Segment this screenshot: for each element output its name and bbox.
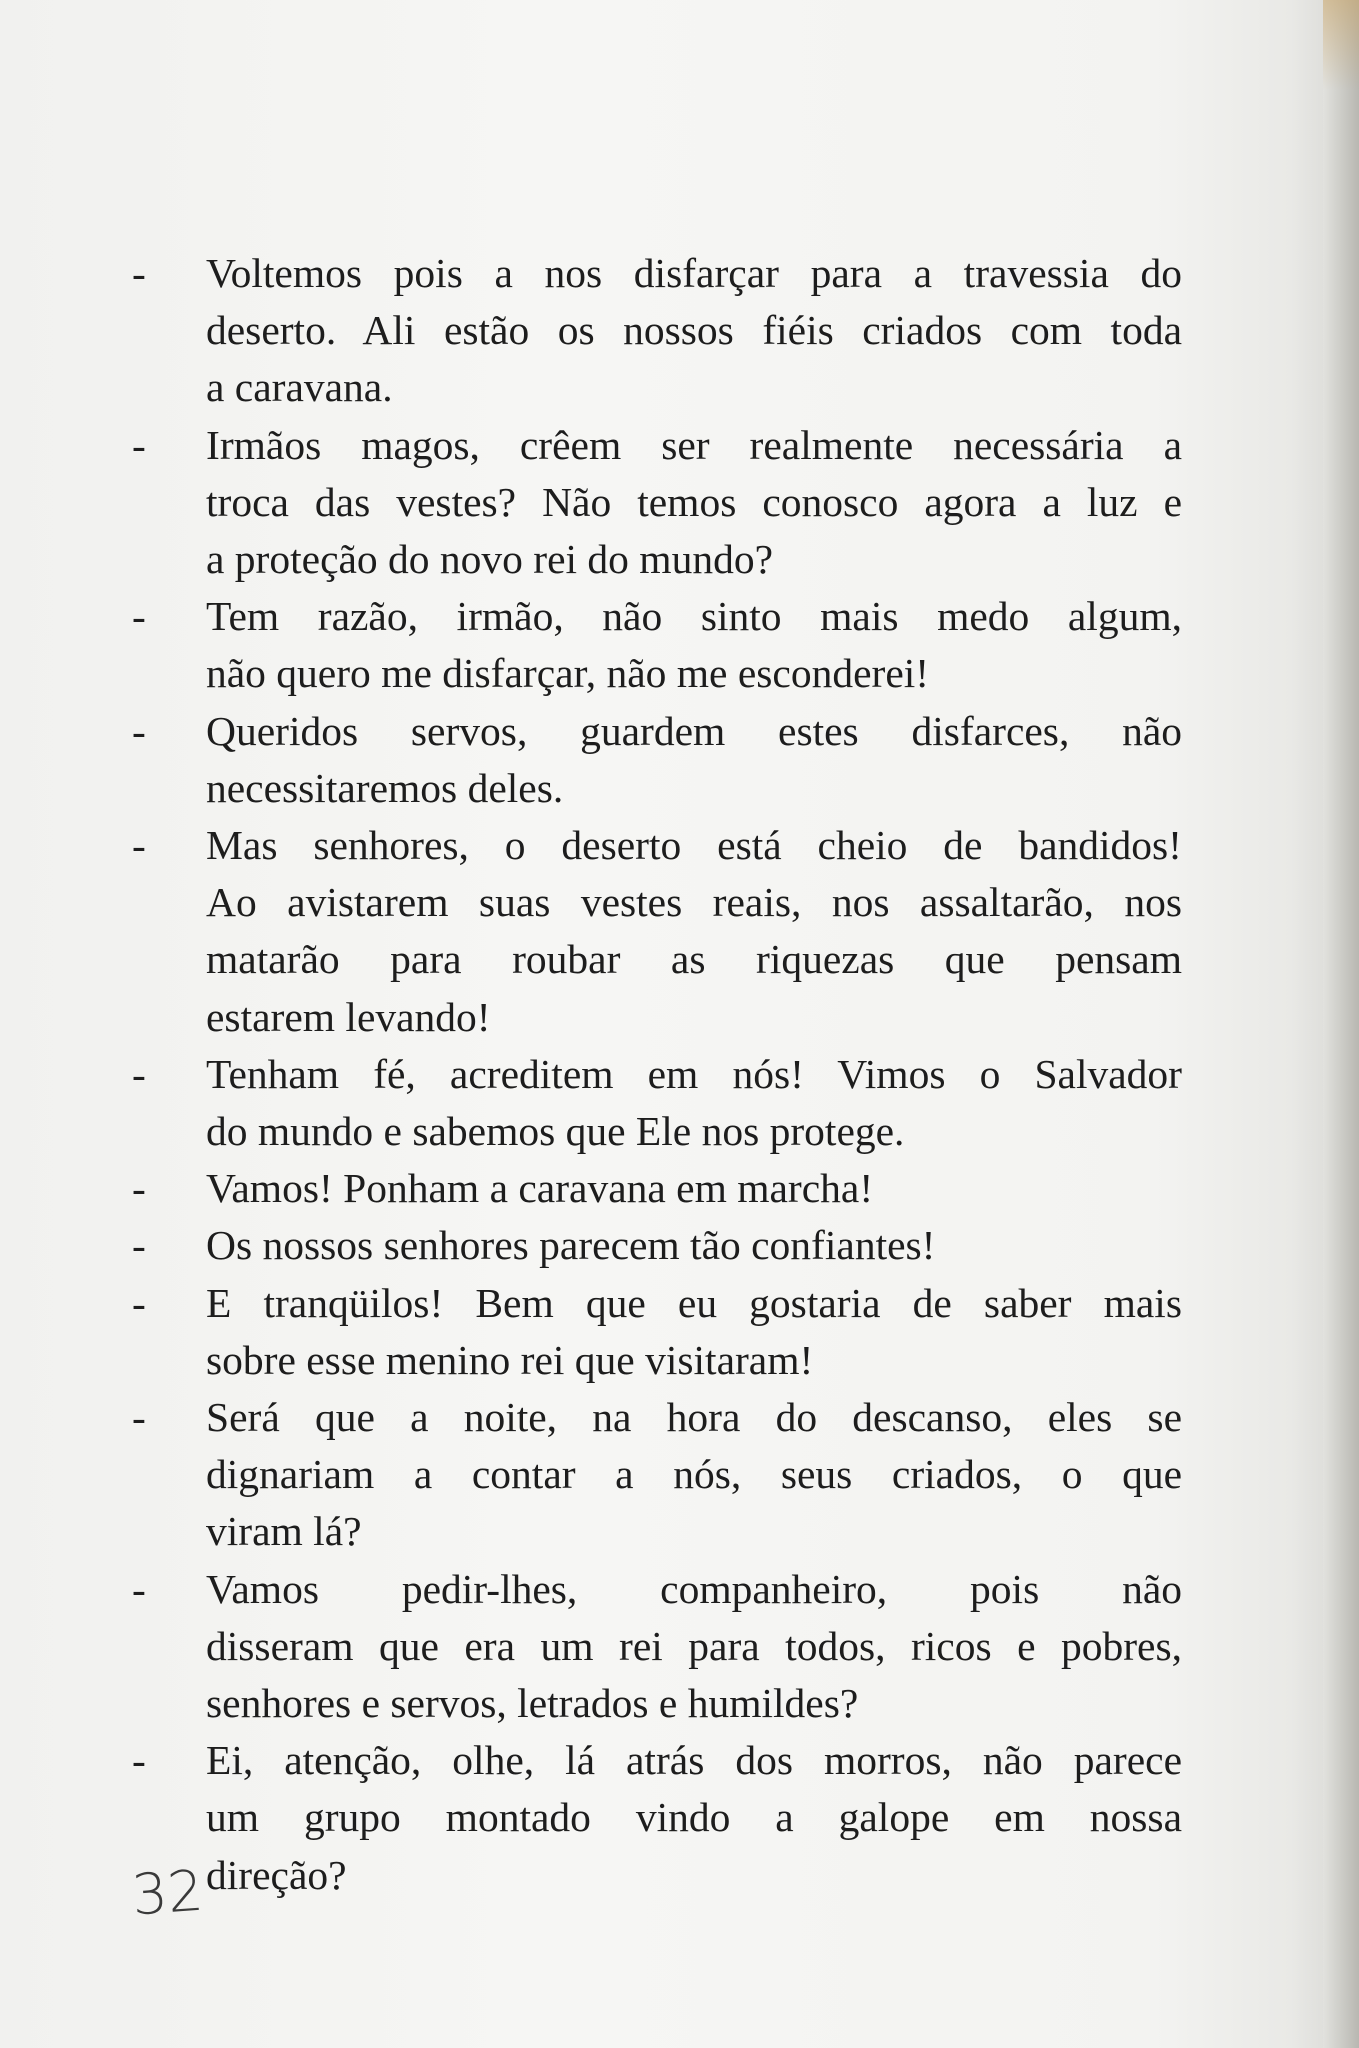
text-line: troca das vestes? Não temos conosco agora a luz e [206,478,1182,525]
dialogue-entry [126,1561,1182,1733]
text-line: do mundo e sabemos que Ele nos protege. [206,1108,905,1155]
text-line: Será que a noite, na hora do descanso, eles se [206,1394,1182,1441]
dialogue-dash: - [132,1394,146,1441]
dialogue-entry [126,1046,1182,1160]
dialogue-entry [126,588,1182,702]
text-line: estarem levando! [206,993,491,1040]
text-line: a proteção do novo rei do mundo? [206,536,773,583]
text-line: disseram que era um rei para todos, ricos e pobres, [206,1622,1182,1669]
dialogue-entry [126,417,1182,589]
text-line: Tenham fé, acreditem em nós! Vimos o Salvador [206,1050,1182,1097]
dialogue-dash: - [132,421,146,468]
text-line: dignariam a contar a nós, seus criados, o que [206,1451,1182,1498]
dialogue-entry [126,703,1182,817]
text-line: Irmãos magos, crêem ser realmente necessária a [206,421,1182,468]
dialogue-dash: - [132,707,146,754]
text-line: viram lá? [206,1508,362,1555]
dialogue-entry [126,1160,1182,1217]
dialogue-entry [126,817,1182,1046]
dialogue-entry [126,1732,1182,1904]
dialogue-entry [126,245,1182,417]
dialogue-dash: - [132,1165,146,1212]
text-line: Os nossos senhores parecem tão confiantes! [206,1222,936,1269]
dialogue-dash: - [132,250,146,296]
dialogue-entry [126,1275,1182,1389]
text-line: matarão para roubar as riquezas que pensam [206,936,1182,983]
dialogue-dash: - [132,1737,146,1784]
book-spine-shadow [1323,0,1359,2048]
dialogue-dash: - [132,1222,146,1269]
text-line: Ao avistarem suas vestes reais, nos assaltarão, nos [206,879,1182,926]
text-line: Mas senhores, o deserto está cheio de bandidos! [206,822,1182,869]
text-line: Voltemos pois a nos disfarçar para a travessia do [206,250,1182,296]
spine-edge-tint [1323,0,1359,90]
text-line: Vamos! Ponham a caravana em marcha! [206,1165,874,1212]
text-line: senhores e servos, letrados e humildes? [206,1680,859,1727]
dialogue-dash: - [132,1565,146,1612]
dialogue-text [126,245,1182,1904]
text-line: Queridos servos, guardem estes disfarces, não [206,707,1182,754]
text-line: a caravana. [206,364,393,411]
text-line: Ei, atenção, olhe, lá atrás dos morros, não parece [206,1737,1182,1784]
dialogue-entry [126,1217,1182,1274]
text-line: não quero me disfarçar, não me esconderei! [206,650,930,697]
text-line: E tranqüilos! Bem que eu gostaria de saber mais [206,1279,1182,1326]
dialogue-entry [126,1389,1182,1561]
page-number: 32 [129,1858,206,1929]
text-line: um grupo montado vindo a galope em nossa [206,1794,1182,1841]
text-line: direção? [206,1851,347,1898]
dialogue-dash: - [132,1050,146,1097]
dialogue-dash: - [132,593,146,640]
text-line: sobre esse menino rei que visitaram! [206,1336,814,1383]
dialogue-dash: - [132,822,146,869]
text-line: deserto. Ali estão os nossos fiéis criados com toda [206,307,1182,354]
text-line: necessitaremos deles. [206,764,564,811]
dialogue-dash: - [132,1279,146,1326]
text-line: Tem razão, irmão, não sinto mais medo algum, [206,593,1182,640]
text-line: Vamos pedir-lhes, companheiro, pois não [206,1565,1182,1612]
